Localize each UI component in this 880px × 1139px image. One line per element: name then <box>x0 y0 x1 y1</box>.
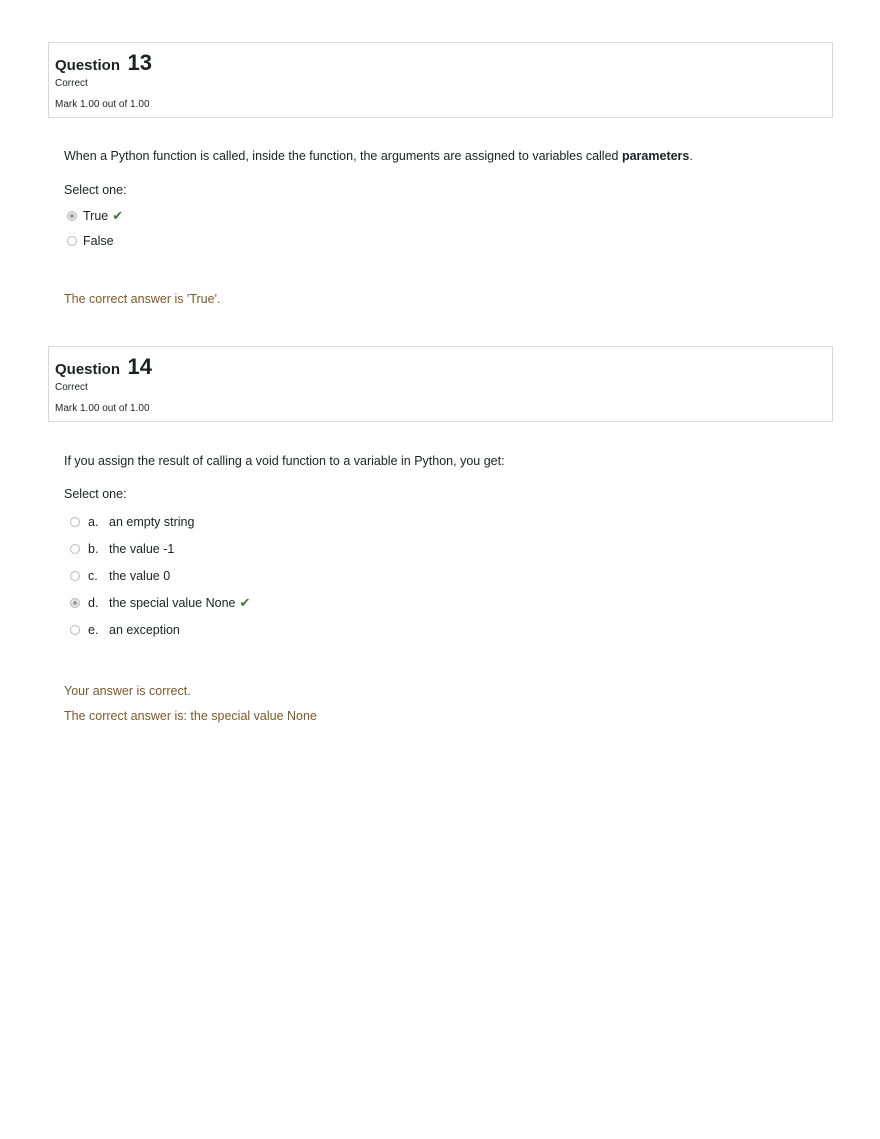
question-14-info <box>48 346 833 422</box>
option-letter: c. <box>88 569 98 583</box>
option-letter: b. <box>88 542 99 556</box>
option-label: an empty string <box>109 515 195 529</box>
question-number: 13 <box>127 50 152 75</box>
question-13-text <box>64 149 693 163</box>
option-label: an exception <box>109 623 180 637</box>
question-grade: Mark 1.00 out of 1.00 <box>55 99 150 110</box>
question-14-right-answer: The correct answer is: the special value None <box>64 709 317 723</box>
question-state: Correct <box>55 382 88 393</box>
option-letter: d. <box>88 596 99 610</box>
question-label: Question <box>55 361 121 378</box>
question-state: Correct <box>55 78 88 89</box>
question-14-option-c[interactable] <box>70 568 170 584</box>
question-14-prompt: Select one: <box>64 487 127 501</box>
question-14-general-feedback: Your answer is correct. <box>64 684 191 698</box>
question-14-text: If you assign the result of calling a void function to a variable in Python, you get: <box>64 454 505 468</box>
option-label: the value -1 <box>109 542 175 556</box>
radio-button[interactable] <box>70 517 80 527</box>
check-icon: ✔ <box>239 595 251 610</box>
question-number: 14 <box>127 354 152 379</box>
question-text-bold: parameters <box>621 149 690 163</box>
option-label: True <box>83 209 109 223</box>
question-14-option-a[interactable] <box>70 514 194 530</box>
question-grade: Mark 1.00 out of 1.00 <box>55 403 150 414</box>
question-text-end: . <box>689 149 693 163</box>
option-label: the value 0 <box>109 569 171 583</box>
question-13-right-answer: The correct answer is 'True'. <box>64 292 221 306</box>
radio-button[interactable] <box>70 571 80 581</box>
radio-button[interactable] <box>67 211 77 221</box>
radio-button[interactable] <box>67 236 77 246</box>
radio-button[interactable] <box>70 544 80 554</box>
question-label: Question <box>55 57 121 74</box>
question-13-option-true[interactable] <box>67 208 123 224</box>
question-14-option-e[interactable] <box>70 622 180 638</box>
question-13-number <box>55 49 826 77</box>
check-icon: ✔ <box>112 208 124 223</box>
question-13-info <box>48 42 833 118</box>
question-14-option-b[interactable] <box>70 541 174 557</box>
question-14-option-d[interactable] <box>70 595 250 611</box>
question-text: When a Python function is called, inside the function, the arguments are assigned to variables called <box>64 149 622 163</box>
question-13-option-false[interactable] <box>67 233 114 249</box>
question-13-prompt: Select one: <box>64 183 127 197</box>
radio-button[interactable] <box>70 598 80 608</box>
radio-button[interactable] <box>70 625 80 635</box>
option-label: False <box>83 234 114 248</box>
question-14-number <box>55 353 826 381</box>
option-label: the special value None <box>109 596 236 610</box>
option-letter: e. <box>88 623 99 637</box>
option-letter: a. <box>88 515 99 529</box>
